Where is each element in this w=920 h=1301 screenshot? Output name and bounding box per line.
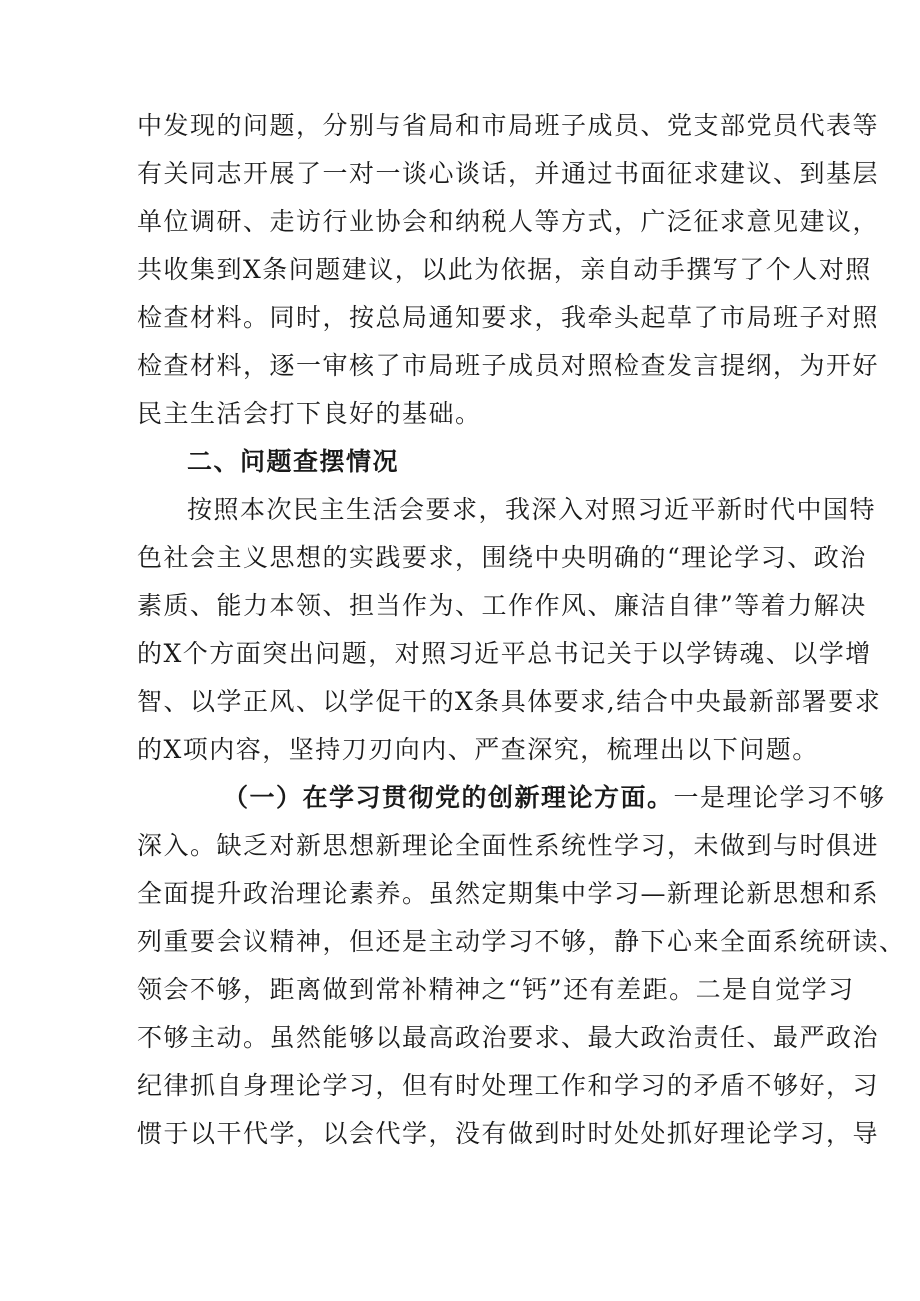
paragraph-1-line: 共收集到X条问题建议，以此为依据，亲自动手撰写了个人对照 [137, 255, 872, 284]
paragraph-3-first-line [137, 774, 886, 822]
paragraph-2-line: 智、以学正风、以学促干的X条具体要求,结合中央最新部署要求 [137, 687, 882, 716]
paragraph-1-line: 中发现的问题，分别与省局和市局班子成员、党支部党员代表等 [137, 111, 880, 140]
paragraph-2-line: 的X项内容，坚持刀刃向内、严查深究，梳理出以下问题。 [137, 735, 819, 764]
paragraph-1-line: 有关同志开展了一对一谈心谈话，并通过书面征求建议、到基层 [137, 159, 880, 188]
paragraph-1-line: 检查材料，逐一审核了市局班子成员对照检查发言提纲，为开好 [137, 351, 880, 380]
paragraph-1-line: 民主生活会打下良好的基础。 [137, 399, 482, 428]
paragraph-2-line: 色社会主义思想的实践要求，围绕中央明确的“理论学习、政治 [137, 543, 867, 572]
document-body [137, 102, 906, 1158]
paragraph-1-line: 单位调研、走访行业协会和纳税人等方式，广泛征求意见建议， [137, 207, 880, 236]
paragraph-3-line: 深入。缺乏对新思想新理论全面性系统性学习，未做到与时俱进 [137, 831, 880, 860]
subsection-heading: （一）在学习贯彻党的创新理论方面。 [223, 783, 674, 812]
paragraph-1-line: 检查材料。同时，按总局通知要求，我牵头起草了市局班子对照 [137, 303, 880, 332]
paragraph-2-line: 按照本次民主生活会要求，我深入对照习近平新时代中国特 [187, 495, 877, 524]
section-heading: 二、问题查摆情况 [187, 447, 400, 476]
paragraph-3-lead-text: 一是理论学习不够 [673, 783, 886, 812]
paragraph-3-line: 惯于以干代学，以会代学，没有做到时时处处抓好理论学习，导 [137, 1119, 880, 1148]
paragraph-3-line: 领会不够，距离做到常补精神之“钙”还有差距。二是自觉学习 [137, 975, 855, 1004]
paragraph-3-line: 纪律抓自身理论学习，但有时处理工作和学习的矛盾不够好，习 [137, 1071, 880, 1100]
paragraph-2-line: 的X个方面突出问题，对照习近平总书记关于以学铸魂、以学增 [137, 639, 872, 668]
paragraph-3-line: 不够主动。虽然能够以最高政治要求、最大政治责任、最严政治 [137, 1023, 880, 1052]
paragraph-2-line: 素质、能力本领、担当作为、工作作风、廉洁自律”等着力解决 [137, 591, 867, 620]
paragraph-3-line: 列重要会议精神，但还是主动学习不够，静下心来全面系统研读、 [137, 927, 906, 956]
paragraph-3-line: 全面提升政治理论素养。虽然定期集中学习—新理论新思想和系 [137, 879, 880, 908]
